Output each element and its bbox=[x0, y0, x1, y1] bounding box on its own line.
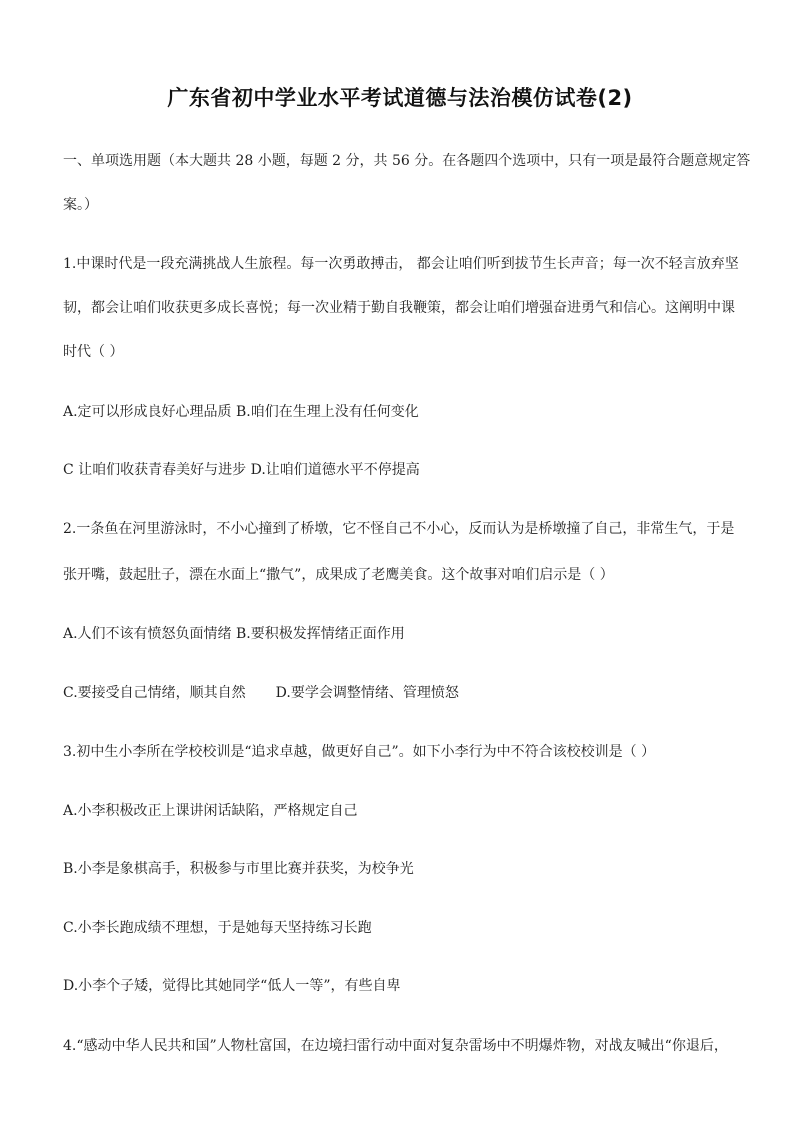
option-c: C.要接受自己情绪，顺其自然 bbox=[63, 685, 246, 701]
option-d: D.要学会调整情绪、管理愤怒 bbox=[275, 685, 459, 701]
question-1-stem-line: 1.中课时代是一段充满挑战人生旅程。每一次勇敢搏击， 都会让咱们听到拔节生长声音；每一次不轻言放弃坚 bbox=[63, 256, 739, 272]
question-2-stem-line: 2.一条鱼在河里游泳时，不小心撞到了桥墩，它不怪自己不小心，反而认为是桥墩撞了自己，非常生气，于是 bbox=[63, 521, 735, 537]
question-1-stem-line: 韧，都会让咱们收获更多成长喜悦；每一次业精于勤自我鞭策，都会让咱们增强奋进勇气和信心。这阐明中课 bbox=[63, 300, 735, 316]
section-header-line: 案。） bbox=[63, 197, 98, 213]
section-header-line: 一、单项选用题（本大题共 28 小题，每题 2 分，共 56 分。在各题四个选项中，只有一项是最符合题意规定答 bbox=[63, 153, 751, 169]
question-3-option-line: A.小李积极改正上课讲闲话缺陷，严格规定自己 bbox=[63, 803, 358, 819]
question-4-stem-line: 4.“感动中华人民共和国”人物杜富国，在边境扫雷行动中面对复杂雷场中不明爆炸物，对战友喊出“你退后， bbox=[63, 1038, 728, 1054]
question-2-option-line: A.人们不该有愤怒负面情绪 B.要积极发挥情绪正面作用 bbox=[63, 626, 405, 642]
question-3-stem-line: 3.初中生小李所在学校校训是“追求卓越，做更好自己”。如下小李行为中不符合该校校训是（ ） bbox=[63, 744, 656, 760]
question-2-option-line bbox=[63, 684, 743, 702]
question-1-option-line: A.定可以形成良好心理品质 B.咱们在生理上没有任何变化 bbox=[63, 404, 419, 420]
question-3-option-line: D.小李个子矮，觉得比其她同学“低人一等”，有些自卑 bbox=[63, 978, 401, 994]
document-title: 广东省初中学业水平考试道德与法治模仿试卷(2) bbox=[167, 86, 633, 110]
question-1-stem-line: 时代（ ） bbox=[63, 344, 124, 360]
question-1-option-line: C 让咱们收获青春美好与进步 D.让咱们道德水平不停提高 bbox=[63, 462, 420, 478]
question-3-option-line: C.小李长跑成绩不理想，于是她每天坚持练习长跑 bbox=[63, 920, 372, 936]
question-2-stem-line: 张开嘴，鼓起肚子，漂在水面上“撒气”，成果成了老鹰美食。这个故事对咱们启示是（ ） bbox=[63, 567, 614, 583]
question-3-option-line: B.小李是象棋高手，积极参与市里比赛并获奖，为校争光 bbox=[63, 861, 414, 877]
